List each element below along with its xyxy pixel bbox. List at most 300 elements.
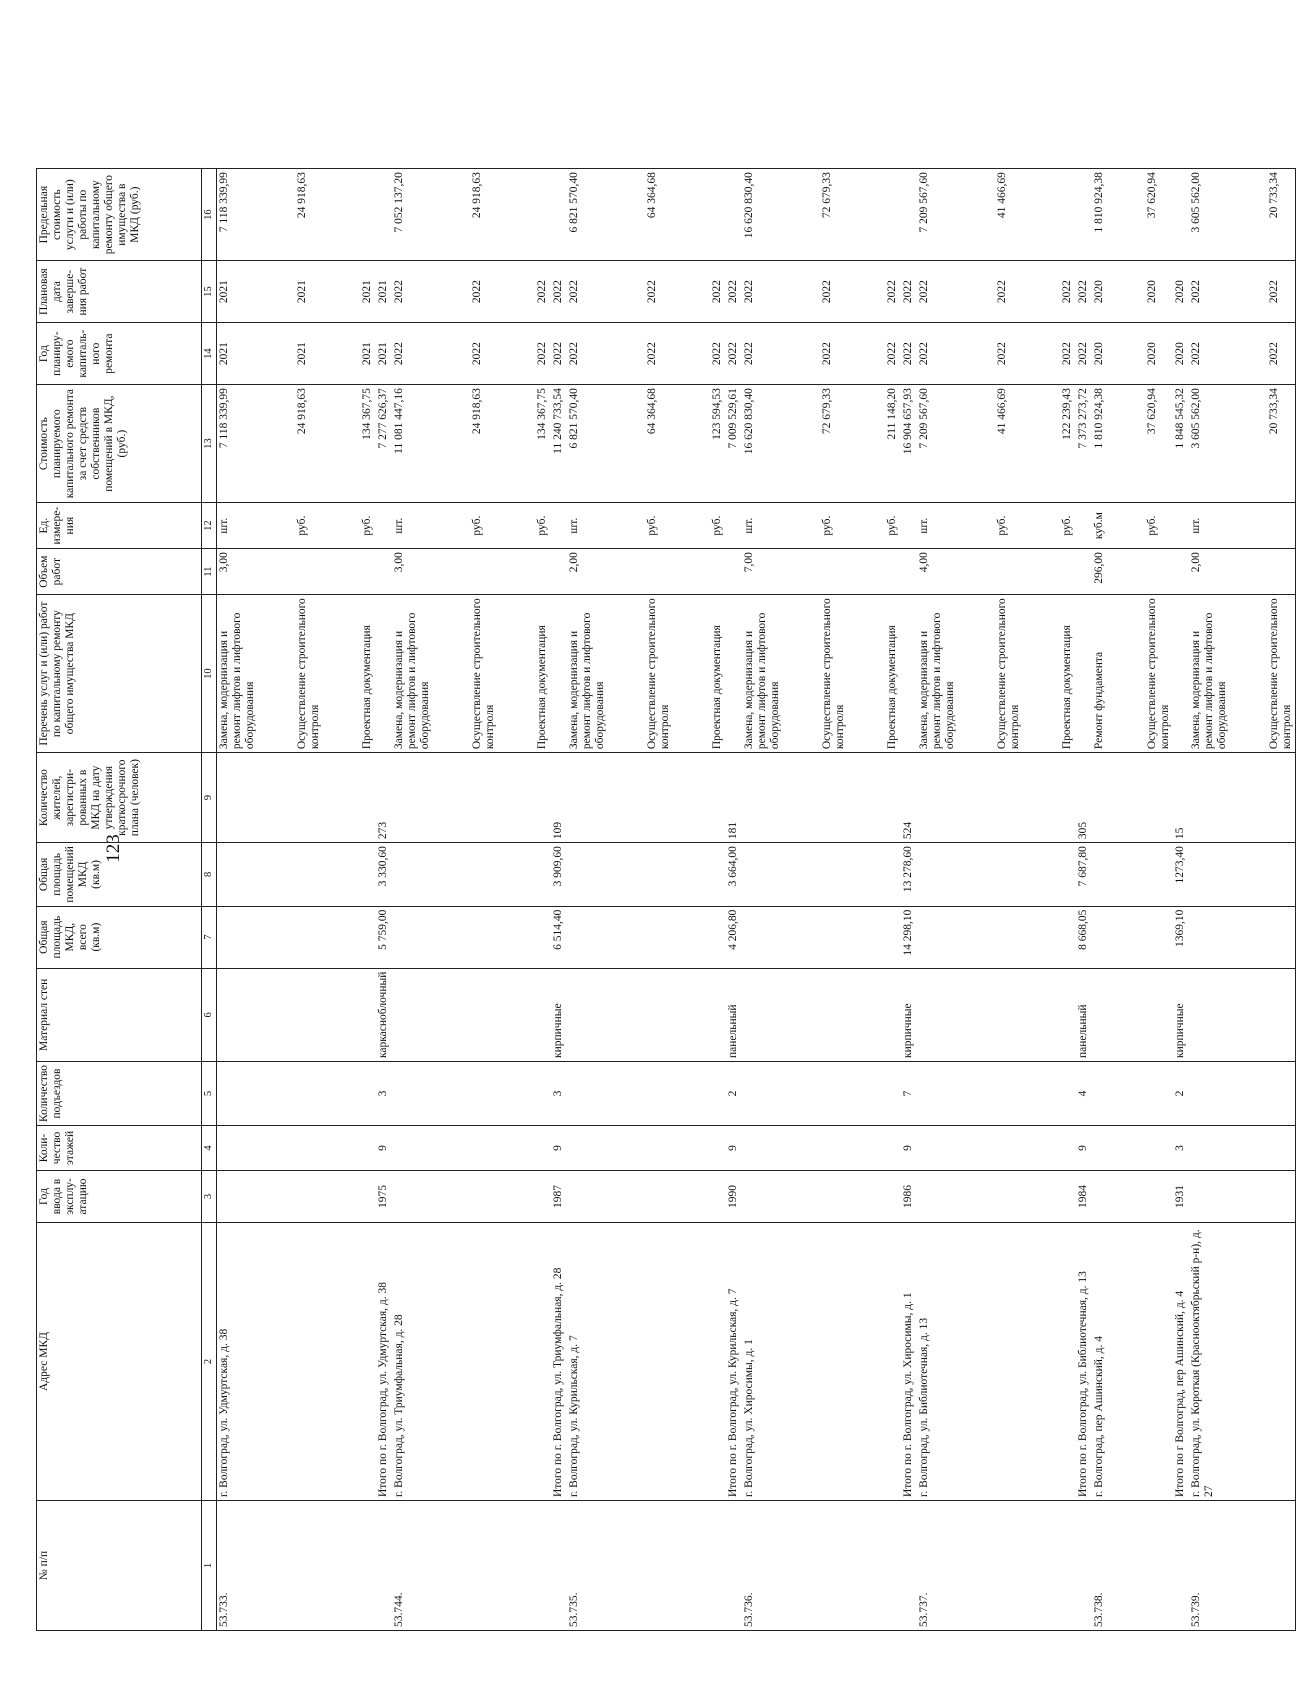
cell-limit: 20 733,34	[1230, 169, 1296, 261]
cell-floors	[1092, 1126, 1108, 1171]
cell-limit	[673, 169, 726, 261]
cell-end-date: 2021	[217, 261, 259, 323]
cell-residents	[848, 753, 901, 843]
cell-year	[498, 1171, 551, 1223]
cell-cost: 24 918,63	[258, 385, 323, 503]
column-number: 6	[202, 968, 217, 1061]
cell-plan-year: 2022	[1189, 323, 1230, 385]
cell-wall	[1023, 968, 1076, 1061]
cell-wall: кирпичные	[901, 968, 917, 1061]
cell-num	[258, 1501, 323, 1631]
cell-residents	[498, 753, 551, 843]
cell-total-area	[433, 906, 498, 968]
cell-total-area	[742, 906, 783, 968]
cell-year: 1987	[551, 1171, 567, 1223]
column-number: 12	[202, 503, 217, 549]
cell-entr: 4	[1076, 1062, 1092, 1126]
cell-residents	[917, 753, 958, 843]
cell-volume	[1230, 549, 1296, 595]
cell-end-date: 2022	[673, 261, 726, 323]
cell-residents	[1092, 753, 1108, 843]
cell-num	[673, 1501, 726, 1631]
cell-volume	[901, 549, 917, 595]
cell-total-area	[958, 906, 1023, 968]
cell-entr	[608, 1062, 673, 1126]
cell-total-area: 6 514,40	[551, 906, 567, 968]
cell-cost: 1 810 924,38	[1092, 385, 1108, 503]
cell-num	[901, 1501, 917, 1631]
cell-work	[1173, 595, 1189, 753]
cell-wall: кирпичные	[1173, 968, 1189, 1061]
cell-floors	[567, 1126, 608, 1171]
table-row	[392, 169, 433, 1631]
cell-prem-area	[258, 843, 323, 906]
cell-prem-area: 3 664,00	[726, 843, 742, 906]
cell-prem-area	[1023, 843, 1076, 906]
cell-limit	[323, 169, 376, 261]
cell-addr: Итого по г. Волгоград, ул. Библиотечная, д. 13	[1076, 1223, 1092, 1501]
cell-cost: 3 605 562,00	[1189, 385, 1230, 503]
cell-wall: каркаснoблочный	[376, 968, 392, 1061]
cell-limit	[726, 169, 742, 261]
cell-residents	[392, 753, 433, 843]
cell-num	[498, 1501, 551, 1631]
cell-end-date: 2022	[392, 261, 433, 323]
cell-unit: куб.м	[1092, 503, 1108, 549]
cell-entr	[392, 1062, 433, 1126]
cell-volume	[726, 549, 742, 595]
cell-volume	[1173, 549, 1189, 595]
cell-addr: г. Волгоград, ул. Курильская, д. 7	[567, 1223, 608, 1501]
table-row	[608, 169, 673, 1631]
cell-residents: 524	[901, 753, 917, 843]
cell-cost: 64 364,68	[608, 385, 673, 503]
column-number: 11	[202, 549, 217, 595]
table-row	[551, 169, 567, 1631]
cell-plan-year: 2021	[376, 323, 392, 385]
cell-num	[1108, 1501, 1173, 1631]
cell-addr: г. Волгоград, ул. Хиросимы, д. 1	[742, 1223, 783, 1501]
header-cell: Количество подъездов	[37, 1062, 202, 1126]
cell-floors: 9	[1076, 1126, 1092, 1171]
cell-volume	[258, 549, 323, 595]
cell-prem-area: 1273,40	[1173, 843, 1189, 906]
cell-entr	[1189, 1062, 1230, 1126]
cell-work: Осуществление строительного контроля	[433, 595, 498, 753]
cell-cost: 122 239,43	[1023, 385, 1076, 503]
cell-work: Проектная документация	[498, 595, 551, 753]
cell-residents	[958, 753, 1023, 843]
cell-work	[901, 595, 917, 753]
cell-total-area	[673, 906, 726, 968]
cell-residents	[742, 753, 783, 843]
cell-volume: 4,00	[917, 549, 958, 595]
cell-num: 53.744.	[392, 1501, 433, 1631]
cell-end-date: 2020	[1092, 261, 1108, 323]
cell-total-area	[1230, 906, 1296, 968]
cell-plan-year: 2022	[742, 323, 783, 385]
cell-unit	[726, 503, 742, 549]
cell-addr	[848, 1223, 901, 1501]
cell-wall	[917, 968, 958, 1061]
cell-residents: 181	[726, 753, 742, 843]
cell-cost: 7 277 626,37	[376, 385, 392, 503]
cell-cost: 16 904 657,93	[901, 385, 917, 503]
cell-cost: 123 594,53	[673, 385, 726, 503]
cell-prem-area	[1108, 843, 1173, 906]
cell-prem-area: 7 687,80	[1076, 843, 1092, 906]
cell-year: 1984	[1076, 1171, 1092, 1223]
table-row	[848, 169, 901, 1631]
cell-entr	[498, 1062, 551, 1126]
column-number: 15	[202, 261, 217, 323]
cell-cost: 24 918,63	[433, 385, 498, 503]
header-cell: Год ввода в эксплу-атацию	[37, 1171, 202, 1223]
cell-year: 1975	[376, 1171, 392, 1223]
cell-work: Замена, модернизация и ремонт лифтов и лифтового оборудования	[567, 595, 608, 753]
cell-floors	[1023, 1126, 1076, 1171]
cell-residents	[1230, 753, 1296, 843]
header-cell: Стоимость планируемого капитального ремонта за счет средств собственников помещений в МКД, (руб.)	[37, 385, 202, 503]
cell-wall	[498, 968, 551, 1061]
cell-end-date: 2021	[376, 261, 392, 323]
table-row	[742, 169, 783, 1631]
cell-wall	[323, 968, 376, 1061]
cell-floors	[1189, 1126, 1230, 1171]
cell-cost: 211 148,20	[848, 385, 901, 503]
cell-limit: 7 209 567,60	[917, 169, 958, 261]
cell-floors	[783, 1126, 848, 1171]
header-cell: Предельная стоимость услуги и (или) работы по капитальному ремонту общего имущества в МКД (руб.)	[37, 169, 202, 261]
cell-limit	[1023, 169, 1076, 261]
cell-volume	[958, 549, 1023, 595]
cell-addr: Итого по г Волгоград, пер Ашинский, д. 4	[1173, 1223, 1189, 1501]
table-row	[726, 169, 742, 1631]
cell-end-date: 2022	[498, 261, 551, 323]
cell-year	[433, 1171, 498, 1223]
table-row	[1189, 169, 1230, 1631]
cell-total-area	[258, 906, 323, 968]
header-cell: Количество жителей, зарегистри-рованных в МКД на дату утверждения краткосрочного плана (человек)	[37, 753, 202, 843]
cell-num: 53.736.	[742, 1501, 783, 1631]
column-number: 3	[202, 1171, 217, 1223]
cell-num: 53.738.	[1092, 1501, 1108, 1631]
cell-wall	[608, 968, 673, 1061]
cell-end-date: 2022	[551, 261, 567, 323]
cell-volume	[608, 549, 673, 595]
cell-wall	[392, 968, 433, 1061]
cell-wall	[958, 968, 1023, 1061]
cell-floors	[742, 1126, 783, 1171]
cell-volume	[848, 549, 901, 595]
cell-addr	[1108, 1223, 1173, 1501]
cell-limit	[848, 169, 901, 261]
cell-num	[1173, 1501, 1189, 1631]
cell-wall	[783, 968, 848, 1061]
cell-wall	[433, 968, 498, 1061]
cell-year	[958, 1171, 1023, 1223]
cell-limit: 16 620 830,40	[742, 169, 783, 261]
table-row	[673, 169, 726, 1631]
cell-unit: руб.	[323, 503, 376, 549]
cell-unit: руб.	[673, 503, 726, 549]
cell-prem-area	[567, 843, 608, 906]
cell-limit: 24 918,63	[433, 169, 498, 261]
column-number: 5	[202, 1062, 217, 1126]
header-cell: Плановая дата заверше-ния работ	[37, 261, 202, 323]
cell-prem-area	[498, 843, 551, 906]
table-row	[498, 169, 551, 1631]
cell-num	[1076, 1501, 1092, 1631]
cell-work: Осуществление строительного контроля	[1230, 595, 1296, 753]
cell-num	[376, 1501, 392, 1631]
cell-plan-year: 2022	[1076, 323, 1092, 385]
cell-volume	[1108, 549, 1173, 595]
column-number: 14	[202, 323, 217, 385]
cell-plan-year: 2022	[567, 323, 608, 385]
cell-addr: г. Волгоград, ул. Короткая (Краснооктябрьский р-н), д. 27	[1189, 1223, 1230, 1501]
cell-plan-year: 2020	[1092, 323, 1108, 385]
cell-volume: 2,00	[1189, 549, 1230, 595]
cell-prem-area	[673, 843, 726, 906]
cell-end-date: 2022	[608, 261, 673, 323]
cell-unit: шт.	[567, 503, 608, 549]
cell-prem-area	[783, 843, 848, 906]
header-cell: Общая площадь помещений МКД (кв.м)	[37, 843, 202, 906]
cell-limit	[498, 169, 551, 261]
cell-work	[551, 595, 567, 753]
cell-limit: 3 605 562,00	[1189, 169, 1230, 261]
cell-unit: шт.	[392, 503, 433, 549]
cell-residents	[608, 753, 673, 843]
cell-volume	[498, 549, 551, 595]
cell-year	[217, 1171, 259, 1223]
cell-limit: 6 821 570,40	[567, 169, 608, 261]
table-row	[783, 169, 848, 1631]
cell-plan-year: 2022	[726, 323, 742, 385]
cell-addr: г. Волгоград, ул. Триумфальная, д. 28	[392, 1223, 433, 1501]
cell-volume	[1023, 549, 1076, 595]
cell-cost: 20 733,34	[1230, 385, 1296, 503]
cell-entr: 3	[551, 1062, 567, 1126]
cell-end-date: 2022	[742, 261, 783, 323]
cell-entr	[433, 1062, 498, 1126]
cell-prem-area	[1189, 843, 1230, 906]
cell-total-area	[1108, 906, 1173, 968]
cell-plan-year: 2021	[258, 323, 323, 385]
cell-entr: 3	[376, 1062, 392, 1126]
page-number: 123	[103, 834, 124, 863]
cell-year	[783, 1171, 848, 1223]
cell-plan-year: 2022	[392, 323, 433, 385]
cell-plan-year: 2022	[848, 323, 901, 385]
cell-unit	[1076, 503, 1092, 549]
cell-total-area	[848, 906, 901, 968]
cell-plan-year: 2022	[1230, 323, 1296, 385]
cell-num	[1023, 1501, 1076, 1631]
table-row	[258, 169, 323, 1631]
cell-end-date: 2020	[1108, 261, 1173, 323]
cell-end-date: 2022	[783, 261, 848, 323]
cell-floors	[1230, 1126, 1296, 1171]
cell-volume: 3,00	[392, 549, 433, 595]
cell-addr	[498, 1223, 551, 1501]
cell-entr	[1023, 1062, 1076, 1126]
table-row	[1023, 169, 1076, 1631]
cell-num: 53.737.	[917, 1501, 958, 1631]
table-row	[433, 169, 498, 1631]
cell-floors	[498, 1126, 551, 1171]
cell-volume: 3,00	[217, 549, 259, 595]
table-body	[217, 169, 1296, 1631]
cell-work	[376, 595, 392, 753]
cell-plan-year: 2020	[1108, 323, 1173, 385]
column-number: 13	[202, 385, 217, 503]
cell-plan-year: 2022	[958, 323, 1023, 385]
cell-addr	[673, 1223, 726, 1501]
cell-residents	[1023, 753, 1076, 843]
cell-floors	[258, 1126, 323, 1171]
cell-entr: 2	[726, 1062, 742, 1126]
cell-floors	[608, 1126, 673, 1171]
cell-addr: Итого по г. Волгоград, ул. Удмуртская, д. 38	[376, 1223, 392, 1501]
cell-total-area	[608, 906, 673, 968]
cell-cost: 72 679,33	[783, 385, 848, 503]
cell-work: Замена, модернизация и ремонт лифтов и лифтового оборудования	[392, 595, 433, 753]
table-row	[323, 169, 376, 1631]
cell-end-date: 2022	[1076, 261, 1092, 323]
cell-work: Осуществление строительного контроля	[958, 595, 1023, 753]
cell-entr	[783, 1062, 848, 1126]
cell-limit: 1 810 924,38	[1092, 169, 1108, 261]
cell-floors	[433, 1126, 498, 1171]
cell-year	[567, 1171, 608, 1223]
cell-prem-area: 3 909,60	[551, 843, 567, 906]
cell-limit: 64 364,68	[608, 169, 673, 261]
cell-total-area: 8 668,05	[1076, 906, 1092, 968]
cell-unit	[551, 503, 567, 549]
cell-unit	[1173, 503, 1189, 549]
cell-unit: руб.	[258, 503, 323, 549]
cell-plan-year: 2022	[901, 323, 917, 385]
cell-unit	[1230, 503, 1296, 549]
cell-unit: руб.	[1108, 503, 1173, 549]
cell-residents	[1108, 753, 1173, 843]
cell-cost: 16 620 830,40	[742, 385, 783, 503]
cell-total-area	[392, 906, 433, 968]
cell-end-date: 2022	[433, 261, 498, 323]
cell-volume	[783, 549, 848, 595]
cell-unit: руб.	[783, 503, 848, 549]
cell-addr	[608, 1223, 673, 1501]
table-row	[376, 169, 392, 1631]
cell-wall	[1092, 968, 1108, 1061]
cell-num: 53.733.	[217, 1501, 259, 1631]
cell-addr: г. Волгоград, ул. Библиотечная, д. 13	[917, 1223, 958, 1501]
cell-end-date: 2022	[901, 261, 917, 323]
cell-residents	[433, 753, 498, 843]
cell-unit: шт.	[742, 503, 783, 549]
table-row	[1076, 169, 1092, 1631]
header-cell: № п/п	[37, 1501, 202, 1631]
header-number-row	[202, 169, 217, 1631]
cell-total-area: 1369,10	[1173, 906, 1189, 968]
cell-wall	[848, 968, 901, 1061]
cell-num	[551, 1501, 567, 1631]
cell-plan-year: 2022	[498, 323, 551, 385]
cell-prem-area	[392, 843, 433, 906]
cell-addr	[323, 1223, 376, 1501]
cell-work: Ремонт фундамента	[1092, 595, 1108, 753]
cell-unit: шт.	[917, 503, 958, 549]
cell-entr	[1092, 1062, 1108, 1126]
cell-year	[1092, 1171, 1108, 1223]
cell-work: Осуществление строительного контроля	[258, 595, 323, 753]
cell-unit: руб.	[498, 503, 551, 549]
cell-num: 53.735.	[567, 1501, 608, 1631]
header-row	[37, 169, 202, 1631]
header-cell: Общая площадь МКД, всего (кв.м)	[37, 906, 202, 968]
cell-addr: г. Волгоград, пер Ашинский, д. 4	[1092, 1223, 1108, 1501]
table-row	[1092, 169, 1108, 1631]
table-row	[1108, 169, 1173, 1631]
cell-volume	[376, 549, 392, 595]
cell-entr	[917, 1062, 958, 1126]
cell-cost: 7 209 567,60	[917, 385, 958, 503]
cell-prem-area	[217, 843, 259, 906]
cell-work: Проектная документация	[1023, 595, 1076, 753]
cell-addr: Итого по г. Волгоград, ул. Курильская, д. 7	[726, 1223, 742, 1501]
cell-prem-area	[433, 843, 498, 906]
cell-entr	[673, 1062, 726, 1126]
cell-year	[848, 1171, 901, 1223]
cell-year	[1108, 1171, 1173, 1223]
cell-total-area	[1189, 906, 1230, 968]
cell-cost: 11 081 447,16	[392, 385, 433, 503]
cell-num	[848, 1501, 901, 1631]
cell-prem-area	[608, 843, 673, 906]
cell-year: 1931	[1173, 1171, 1189, 1223]
cell-wall	[673, 968, 726, 1061]
cell-work: Проектная документация	[323, 595, 376, 753]
cell-residents	[673, 753, 726, 843]
cell-wall: кирпичные	[551, 968, 567, 1061]
cell-year	[742, 1171, 783, 1223]
cell-floors: 9	[551, 1126, 567, 1171]
cell-limit: 24 918,63	[258, 169, 323, 261]
cell-year: 1990	[726, 1171, 742, 1223]
cell-cost: 41 466,69	[958, 385, 1023, 503]
cell-end-date: 2022	[726, 261, 742, 323]
cell-work: Проектная документация	[673, 595, 726, 753]
cell-prem-area	[917, 843, 958, 906]
cell-prem-area	[323, 843, 376, 906]
column-number: 2	[202, 1223, 217, 1501]
cell-volume: 2,00	[567, 549, 608, 595]
cell-residents: 273	[376, 753, 392, 843]
cell-addr: Итого по г. Волгоград, ул. Триумфальная, д. 28	[551, 1223, 567, 1501]
cell-num	[726, 1501, 742, 1631]
cell-plan-year: 2022	[1023, 323, 1076, 385]
cell-total-area: 4 206,80	[726, 906, 742, 968]
cell-cost: 134 367,75	[498, 385, 551, 503]
cell-end-date: 2022	[848, 261, 901, 323]
column-number: 10	[202, 595, 217, 753]
cell-entr	[1108, 1062, 1173, 1126]
cell-end-date: 2021	[323, 261, 376, 323]
cell-floors: 3	[1173, 1126, 1189, 1171]
cell-entr: 7	[901, 1062, 917, 1126]
